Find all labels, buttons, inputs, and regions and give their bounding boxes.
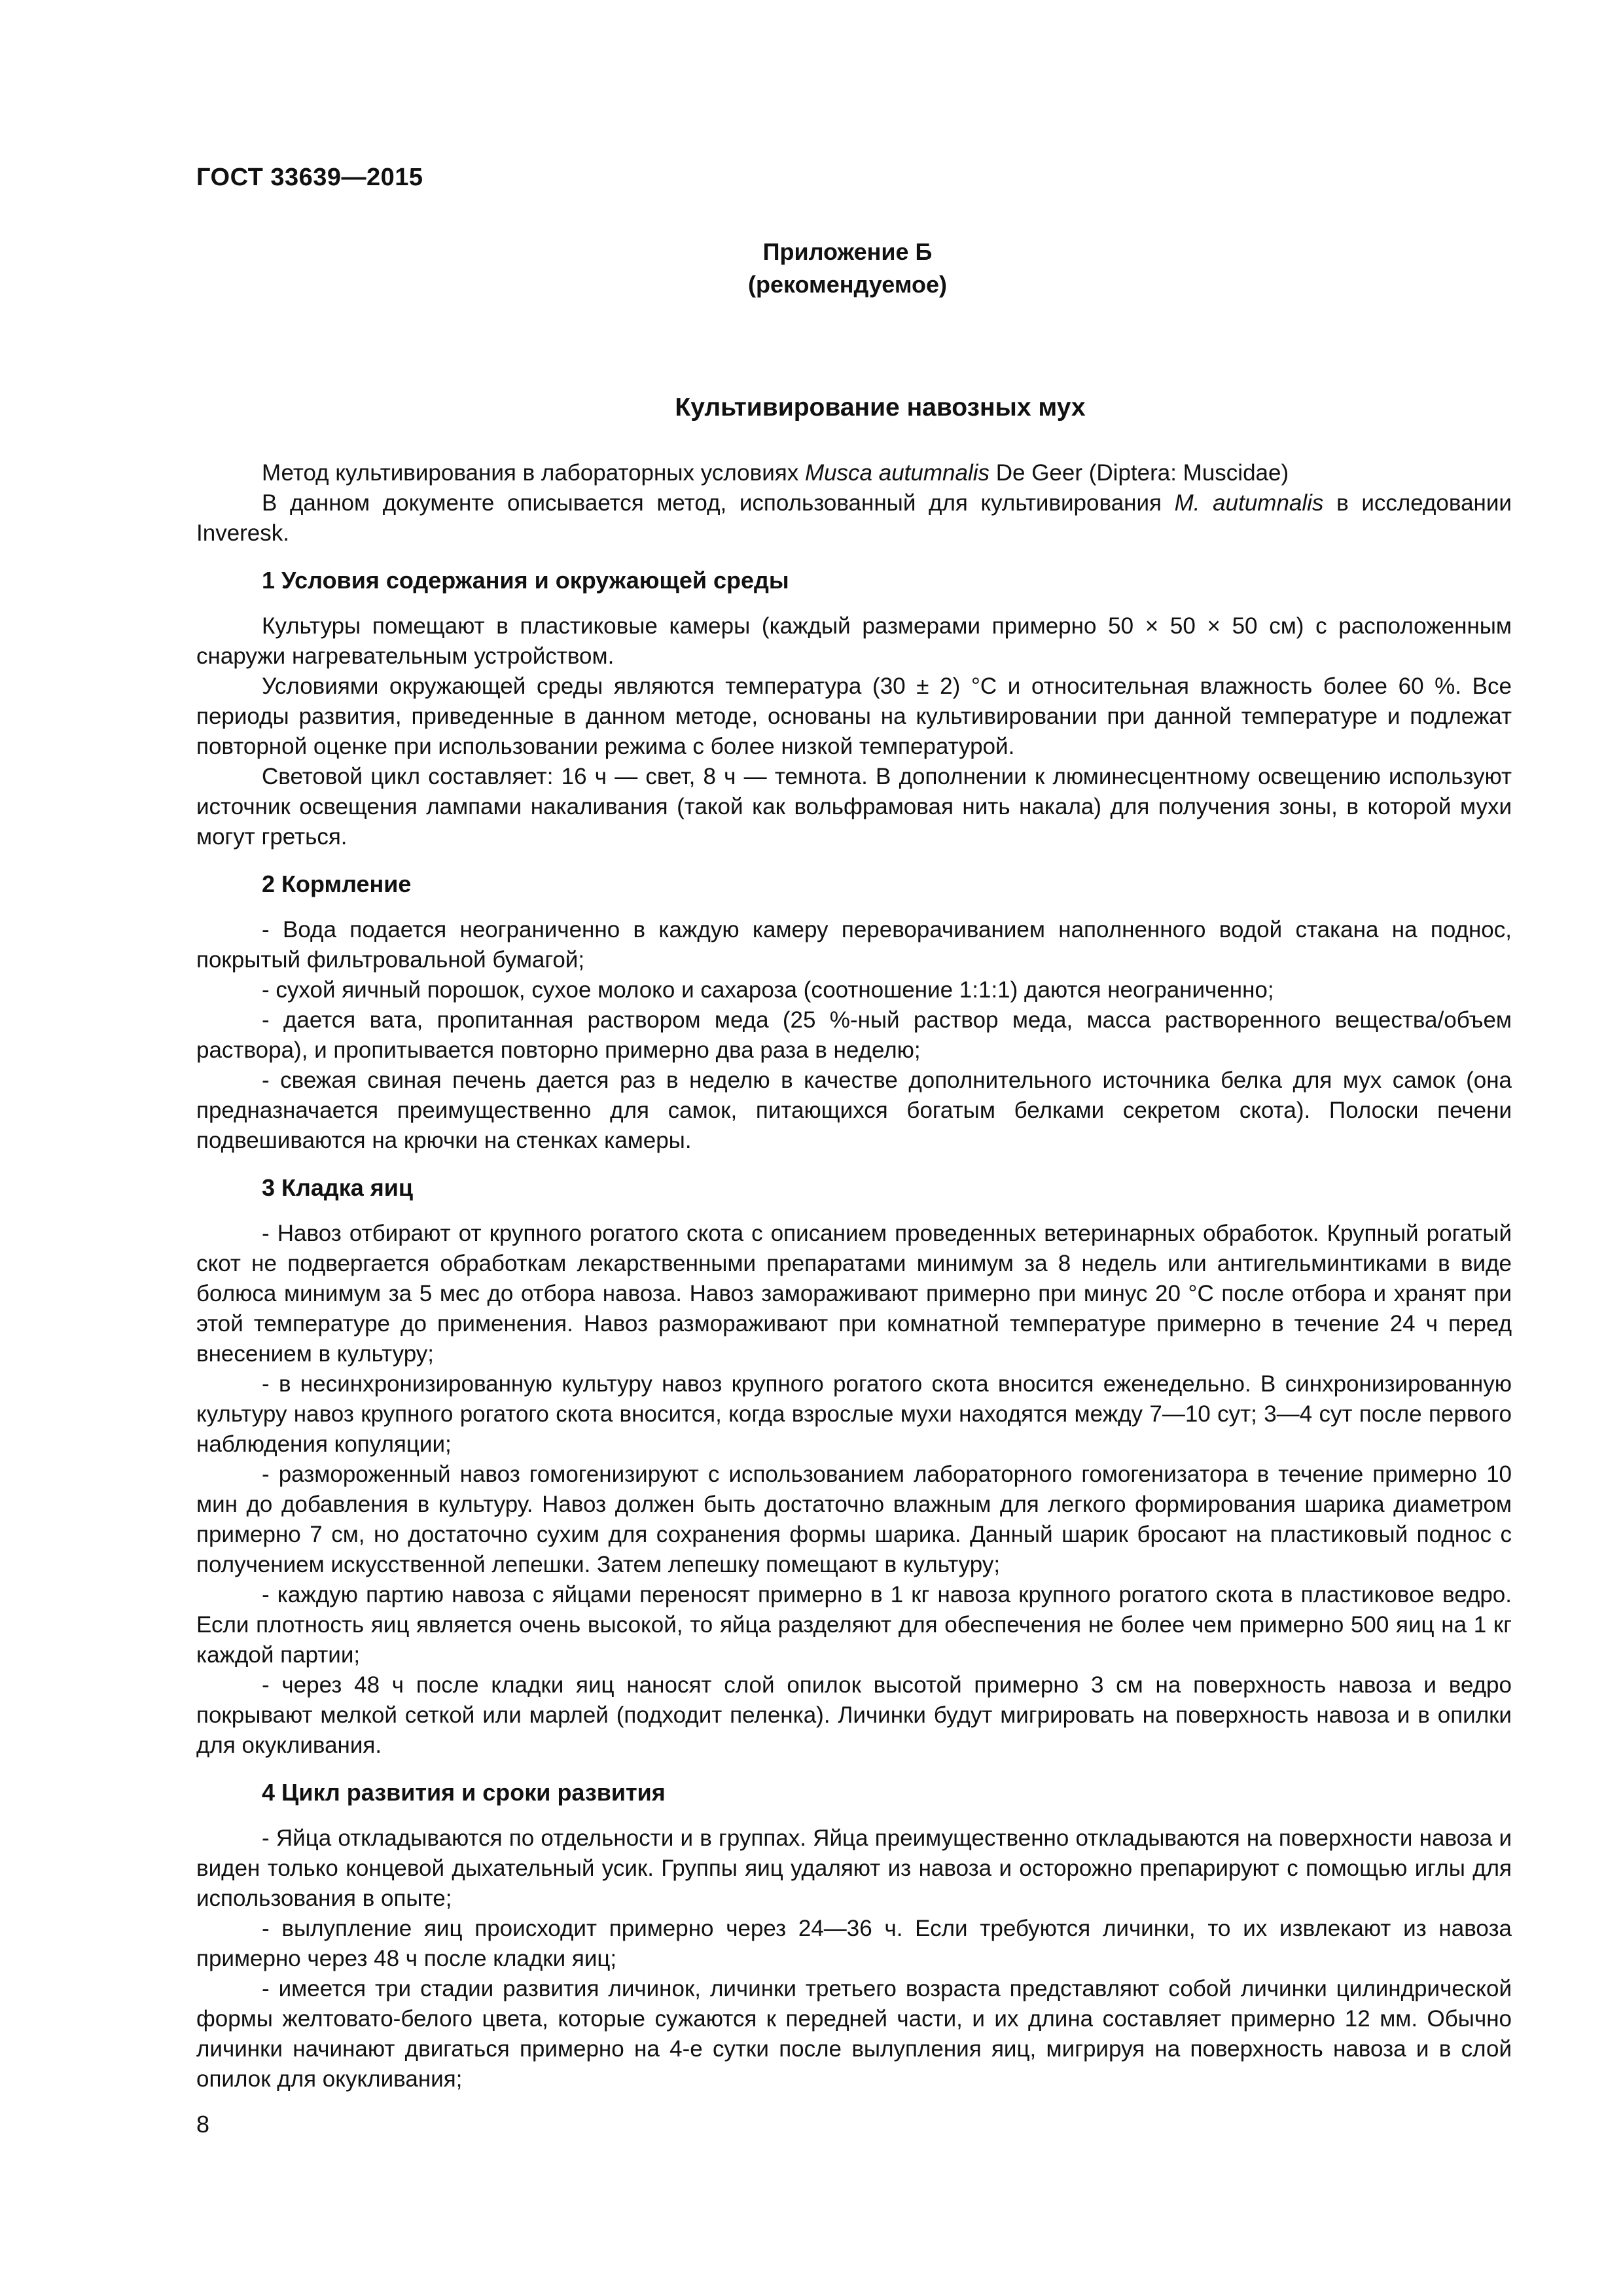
list-item: - имеется три стадии развития личинок, личинки третьего возраста представляют собой личинки цилиндрической формы желтовато-белого цвета, которые сужаются к передней части, и их длина составляет примерно 12 мм. Обычно личинки начинают двигаться примерно на 4-е сутки после вылупления яиц, мигрируя на поверхность навоза и в слой опилок для окукливания; xyxy=(196,1976,1512,2092)
section-heading: 3 Кладка яиц xyxy=(262,1174,414,1201)
intro-paragraph xyxy=(196,488,1512,548)
list-item: - вылупление яиц происходит примерно через 24—36 ч. Если требуются личинки, то их извлекают из навоза примерно через 48 ч после кладки яиц; xyxy=(196,1916,1512,1971)
section-heading: 2 Кормление xyxy=(262,870,412,897)
species-name: Musca autumnalis xyxy=(804,460,990,486)
intro-text: Метод культивирования в лабораторных условиях xyxy=(262,460,805,486)
annex-block xyxy=(196,236,1499,301)
section-paragraph: Световой цикл составляет: 16 ч — свет, 8 ч — темнота. В дополнении к люминесцентному освещению используют источник освещения лампами накаливания (такой как вольфрамовая нить накала) для получения зоны, в которой мухи могут греться. xyxy=(196,764,1512,850)
list-item: - свежая свиная печень дается раз в неделю в качестве дополнительного источника белка для мух самок (она предназначается преимущественно для самок, питающихся богатым белками секретом скота). Полоски печени подвешиваются на крючки на стенках камеры. xyxy=(196,1067,1512,1153)
list-item: - каждую партию навоза с яйцами переносят примерно в 1 кг навоза крупного рогатого скота в пластиковое ведро. Если плотность яиц является очень высокой, то яйца разделяют для обеспечения не более чем примерно 500 яиц на 1 кг каждой партии; xyxy=(196,1582,1512,1668)
list-item: - дается вата, пропитанная раствором меда (25 %-ный раствор меда, масса растворенного вещества/объем раствора), и пропитывается повторно примерно два раза в неделю; xyxy=(196,1007,1512,1063)
page-title: Культивирование навозных мух xyxy=(675,393,1086,422)
intro-text: в исследовании Inveresk. xyxy=(196,490,1512,546)
intro-paragraph xyxy=(196,458,1512,488)
document-body xyxy=(196,393,1512,2094)
list-item: - сухой яичный порошок, сухое молоко и сахароза (соотношение 1:1:1) даются неограниченно; xyxy=(262,977,1274,1003)
section-paragraph: Культуры помещают в пластиковые камеры (каждый размерами примерно 50 × 50 × 50 см) с расположенным снаружи нагревательным устройством. xyxy=(196,613,1512,669)
list-item: - в несинхронизированную культуру навоз крупного рогатого скота вносится еженедельно. В синхронизированную культуру навоз крупного рогатого скота вносится, когда взрослые мухи находятся между 7—10 сут; 3—4 сут после первого наблюдения копуляции; xyxy=(196,1371,1512,1457)
list-item: - через 48 ч после кладки яиц наносят слой опилок высотой примерно 3 см на поверхность навоза и ведро покрывают мелкой сеткой или марлей (подходит пеленка). Личинки будут мигрировать на поверхность навоза и в опилки для окукливания. xyxy=(196,1672,1512,1758)
page-number: 8 xyxy=(196,2111,210,2138)
list-item: - Вода подается неограниченно в каждую камеру переворачиванием наполненного водой стакана на поднос, покрытый фильтровальной бумагой; xyxy=(196,917,1512,973)
list-item: - размороженный навоз гомогенизируют с использованием лабораторного гомогенизатора в течение примерно 10 мин до добавления в культуру. Навоз должен быть достаточно влажным для легкого формирования шарика диаметром примерно 7 см, но достаточно сухим для сохранения формы шарика. Данный шарик бросают на пластиковый поднос с получением искусственной лепешки. Затем лепешку помещают в культуру; xyxy=(196,1462,1512,1577)
list-item: - Навоз отбирают от крупного рогатого скота с описанием проведенных ветеринарных обработок. Крупный рогатый скот не подвергается обработкам лекарственными препаратами минимум за 8 недель или антигельминтиками в виде болюса минимум за 5 мес до отбора навоза. Навоз замораживают примерно при минус 20 °С после отбора и хранят при этой температуре до применения. Навоз размораживают при комнатной температуре примерно в течение 24 ч перед внесением в культуру; xyxy=(196,1221,1512,1367)
annex-label: Приложение Б xyxy=(762,238,933,265)
intro-text: В данном документе описывается метод, использованный для культивирования xyxy=(262,490,1175,516)
section-heading: 1 Условия содержания и окружающей среды xyxy=(262,567,789,594)
annex-type: (рекомендуемое) xyxy=(748,271,947,298)
intro-text: De Geer (Diptera: Muscidae) xyxy=(990,460,1289,486)
section-paragraph: Условиями окружающей среды являются температура (30 ± 2) °С и относительная влажность более 60 %. Все периоды развития, приведенные в данном методе, основаны на культивировании при данной температуре и подлежат повторной оценке при использовании режима с более низкой температурой. xyxy=(196,673,1512,759)
list-item: - Яйца откладываются по отдельности и в группах. Яйца преимущественно откладываются на поверхности навоза и виден только концевой дыхательный усик. Группы яиц удаляют из навоза и осторожно препарируют с помощью иглы для использования в опыте; xyxy=(196,1825,1512,1911)
species-name: M. autumnalis xyxy=(1174,490,1324,516)
section-heading: 4 Цикл развития и сроки развития xyxy=(262,1779,666,1806)
document-header: ГОСТ 33639—2015 xyxy=(196,164,423,191)
